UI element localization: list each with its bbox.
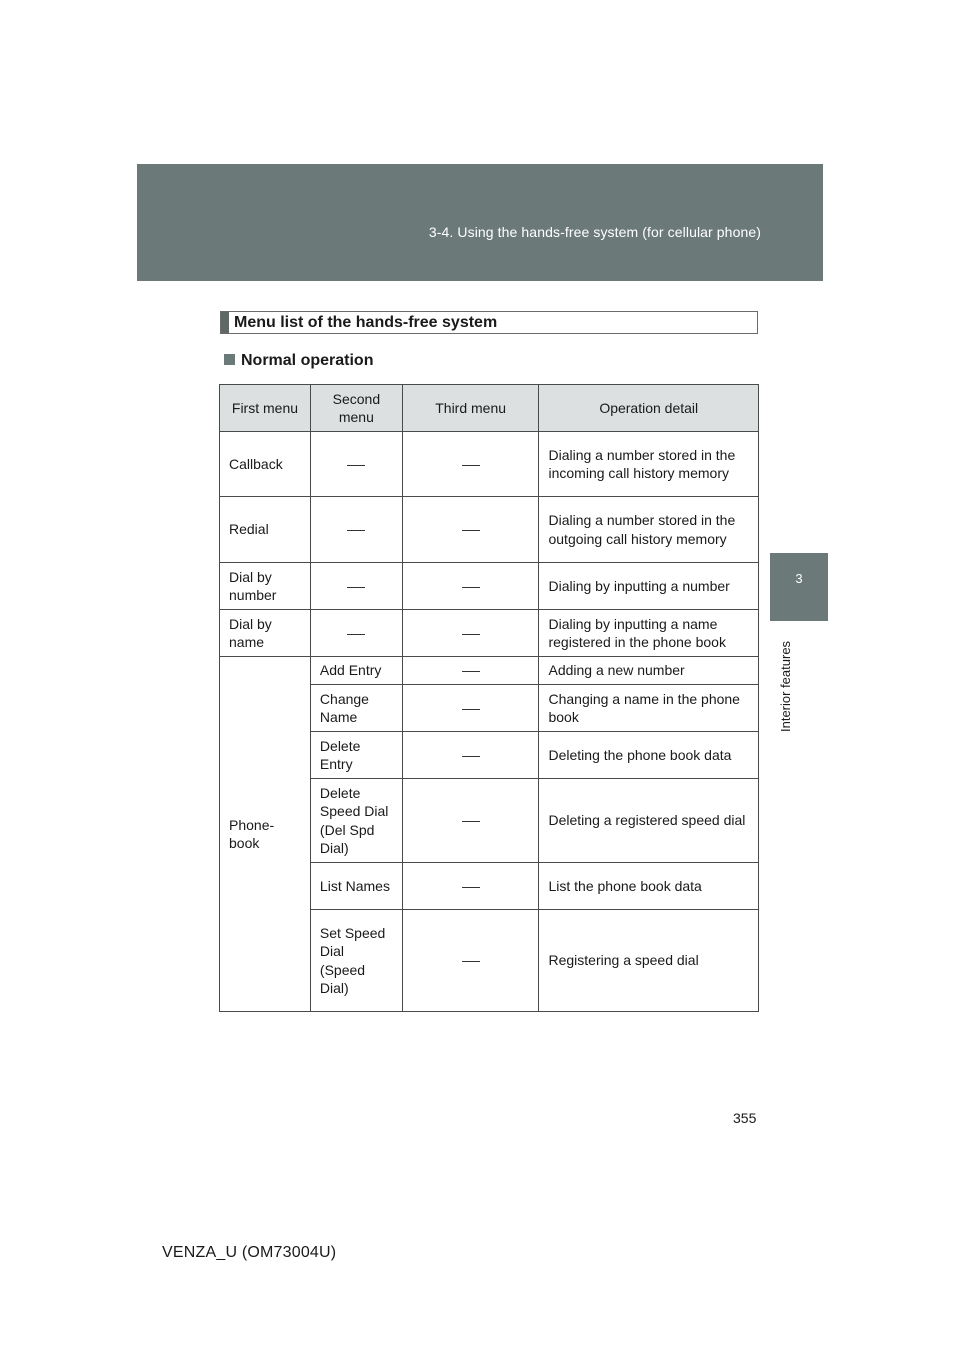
operation-detail-cell: Adding a new number: [539, 657, 759, 685]
first-menu-cell: Dial by name: [220, 610, 311, 657]
operation-detail-cell: Registering a speed dial: [539, 910, 759, 1012]
operation-detail-cell: Dialing by inputting a number: [539, 563, 759, 610]
table-row: [220, 432, 759, 497]
second-menu-cell: Set Speed Dial (Speed Dial): [310, 910, 402, 1012]
table-row: [220, 497, 759, 563]
chapter-label: [778, 632, 798, 742]
header-second-menu: Second menu: [310, 385, 402, 432]
chapter-number: 3: [795, 571, 803, 586]
header-section-title: 3-4. Using the hands-free system (for cellular phone): [428, 224, 761, 240]
dash-icon: [347, 634, 365, 635]
chapter-tab: [770, 553, 828, 621]
first-menu-cell-phonebook: Phone-book: [220, 657, 311, 1012]
third-menu-cell: [402, 779, 539, 863]
second-menu-cell: [310, 432, 402, 497]
page-number: 355: [733, 1110, 757, 1126]
third-menu-cell: [402, 685, 539, 732]
table-row: [220, 563, 759, 610]
operation-detail-cell: Dialing a number stored in the incoming call history memory: [539, 432, 759, 497]
table-row: [220, 610, 759, 657]
operation-detail-cell: List the phone book data: [539, 863, 759, 910]
chapter-label-text: Interior features: [778, 640, 793, 732]
third-menu-cell: [402, 497, 539, 563]
footer-doc-code: VENZA_U (OM73004U): [162, 1244, 337, 1261]
section-title-box: [220, 311, 758, 334]
second-menu-cell: [310, 563, 402, 610]
dash-icon: [462, 530, 480, 531]
section-title-bar: [221, 312, 229, 333]
header-operation-detail: Operation detail: [539, 385, 759, 432]
dash-icon: [462, 587, 480, 588]
second-menu-cell: [310, 610, 402, 657]
third-menu-cell: [402, 910, 539, 1012]
operation-detail-cell: Dialing by inputting a name registered in the phone book: [539, 610, 759, 657]
dash-icon: [462, 465, 480, 466]
header-third-menu: Third menu: [402, 385, 539, 432]
header-band: [137, 164, 823, 281]
dash-icon: [462, 821, 480, 822]
dash-icon: [462, 634, 480, 635]
dash-icon: [462, 887, 480, 888]
operation-detail-cell: Deleting a registered speed dial: [539, 779, 759, 863]
dash-icon: [462, 709, 480, 710]
second-menu-cell: Delete Entry: [310, 732, 402, 779]
square-bullet-icon: [224, 354, 235, 365]
subheading-text: Normal operation: [241, 352, 374, 369]
dash-icon: [347, 587, 365, 588]
dash-icon: [462, 756, 480, 757]
dash-icon: [347, 530, 365, 531]
dash-icon: [462, 671, 480, 672]
second-menu-cell: Change Name: [310, 685, 402, 732]
table-header-row: [220, 385, 759, 432]
section-title: Menu list of the hands-free system: [234, 314, 498, 331]
second-menu-cell: List Names: [310, 863, 402, 910]
third-menu-cell: [402, 432, 539, 497]
first-menu-cell: Redial: [220, 497, 311, 563]
subheading: [224, 352, 373, 370]
second-menu-cell: [310, 497, 402, 563]
second-menu-cell: Add Entry: [310, 657, 402, 685]
menu-table: [219, 384, 759, 1012]
second-menu-cell: Delete Speed Dial (Del Spd Dial): [310, 779, 402, 863]
first-menu-cell: Callback: [220, 432, 311, 497]
third-menu-cell: [402, 863, 539, 910]
table-row: [220, 657, 759, 685]
first-menu-cell: Dial by number: [220, 563, 311, 610]
third-menu-cell: [402, 657, 539, 685]
header-first-menu: First menu: [220, 385, 311, 432]
operation-detail-cell: Deleting the phone book data: [539, 732, 759, 779]
dash-icon: [347, 465, 365, 466]
dash-icon: [462, 961, 480, 962]
operation-detail-cell: Changing a name in the phone book: [539, 685, 759, 732]
third-menu-cell: [402, 563, 539, 610]
third-menu-cell: [402, 732, 539, 779]
third-menu-cell: [402, 610, 539, 657]
operation-detail-cell: Dialing a number stored in the outgoing call history memory: [539, 497, 759, 563]
